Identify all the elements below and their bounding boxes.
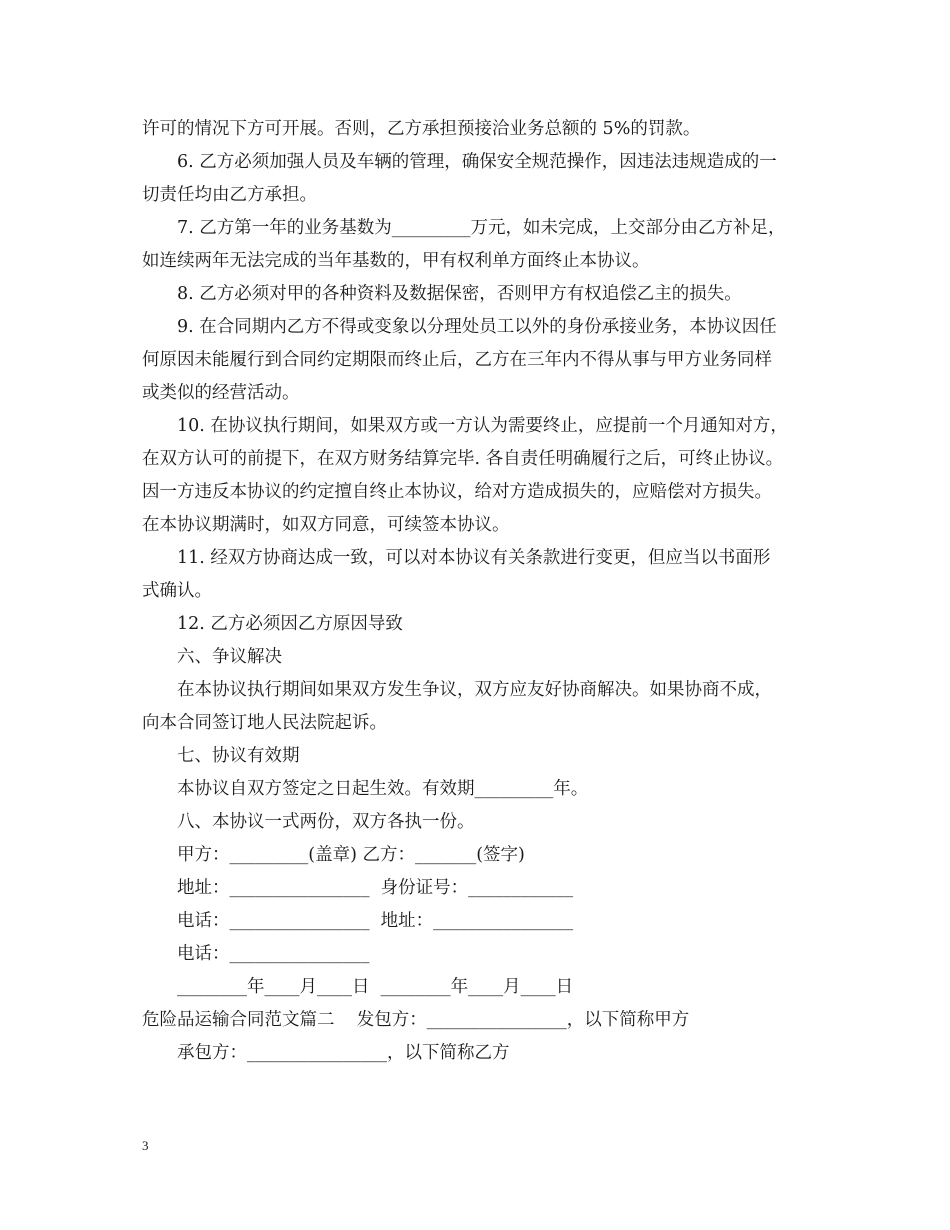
text-line: 危险品运输合同范文篇二 发包方：________________，以下简称甲方 [142,1010,690,1030]
document-body [142,113,812,1070]
text-line: 在本协议执行期间如果双方发生争议，双方应友好协商解决。如果协商不成， [177,680,772,700]
text-line: 本协议自双方签定之日起生效。有效期_________年。 [177,779,589,799]
text-line: 9. 在合同期内乙方不得或变象以分理处员工以外的身份承接业务，本协议因任 [177,317,777,337]
date-line: ________年____月____日 ________年____月____日 [177,977,574,997]
text-line: 11. 经双方协商达成一致，可以对本协议有关条款进行变更，但应当以书面形 [177,548,771,568]
text-line: 或类似的经营活动。 [142,383,300,403]
text-line: 8. 乙方必须对甲的各种资料及数据保密，否则甲方有权追偿乙主的损失。 [177,284,742,304]
section-heading: 六、争议解决 [177,647,282,667]
text-line: 在本协议期满时，如双方同意，可续签本协议。 [142,515,510,535]
page-number: 3 [142,1138,149,1153]
phone-line: 电话：________________ 地址：________________ [177,911,574,931]
text-line: 向本合同签订地人民法院起诉。 [142,713,387,733]
text-line: 何原因未能履行到合同约定期限而终止后，乙方在三年内不得从事与甲方业务同样 [142,350,772,370]
section-heading: 七、协议有效期 [177,746,300,766]
phone-line: 电话：________________ [177,944,370,964]
text-line: 承包方：________________，以下简称乙方 [177,1043,510,1063]
text-line: 切责任均由乙方承担。 [142,185,317,205]
text-line: 12. 乙方必须因乙方原因导致 [177,614,403,634]
text-line: 6. 乙方必须加强人员及车辆的管理，确保安全规范操作，因违法违规造成的一 [177,152,777,172]
text-line: 式确认。 [142,581,212,601]
signature-line: 甲方：_________(盖章) 乙方：_______(签字) [177,845,525,865]
text-line: 因一方违反本协议的约定擅自终止本协议，给对方造成损失的，应赔偿对方损失。 [142,482,772,502]
text-line: 许可的情况下方可开展。否则，乙方承担预接洽业务总额的 5%的罚款。 [142,119,701,139]
section-heading: 八、本协议一式两份，双方各执一份。 [177,812,475,832]
text-line: 如连续两年无法完成的当年基数的，甲有权利单方面终止本协议。 [142,251,650,271]
text-line: 10. 在协议执行期间，如果双方或一方认为需要终止，应提前一个月通知对方， [177,416,788,436]
address-line: 地址：________________ 身份证号：____________ [177,878,574,898]
text-line: 在双方认可的前提下，在双方财务结算完毕. 各自责任明确履行之后，可终止协议。 [142,449,784,469]
text-line: 7. 乙方第一年的业务基数为_________万元，如未完成，上交部分由乙方补足， [177,218,786,238]
